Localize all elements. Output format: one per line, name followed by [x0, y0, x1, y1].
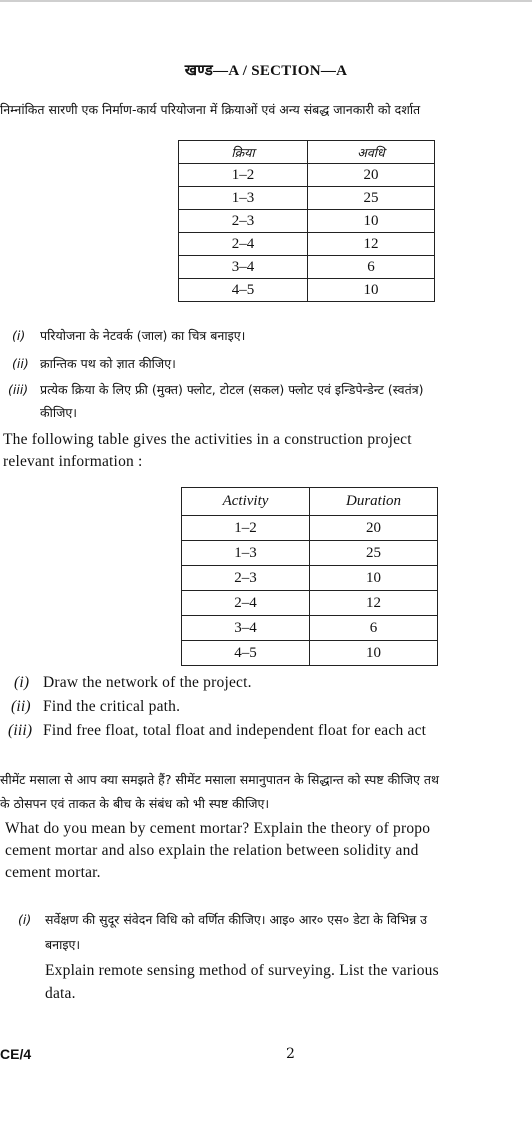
- english-intro-line-2: relevant information :: [3, 453, 143, 470]
- table-row: [179, 233, 435, 256]
- item-text: क्रान्तिक पथ को ज्ञात कीजिए।: [40, 356, 176, 371]
- table-cell: 6: [308, 256, 435, 279]
- table-cell: 1–3: [179, 187, 308, 210]
- table-cell: 10: [308, 279, 435, 302]
- q2-english-line-3: cement mortar.: [5, 864, 101, 881]
- table-row: [179, 279, 435, 302]
- table-header: Activity: [182, 488, 310, 516]
- table-row: [179, 256, 435, 279]
- english-item-ii: [11, 698, 532, 716]
- table-cell: 25: [310, 541, 438, 566]
- table-cell: 4–5: [179, 279, 308, 302]
- table-row: [179, 187, 435, 210]
- item-text: परियोजना के नेटवर्क (जाल) का चित्र बनाइए।: [40, 328, 246, 343]
- item-number: (i): [14, 674, 30, 691]
- q2-hindi-line-1: सीमेंट मसाला से आप क्या समझते हैं? सीमेंट मसाला समानुपातन के सिद्धान्त को स्पष्ट कीजिए तथ: [0, 772, 440, 787]
- paper-code: CE/4: [0, 1046, 32, 1062]
- table-header-row: [179, 141, 435, 164]
- top-rule: [0, 0, 532, 2]
- table-cell: 2–3: [179, 210, 308, 233]
- english-activity-table: [181, 487, 438, 666]
- table-cell: 1–2: [179, 164, 308, 187]
- hindi-activity-table: [178, 140, 435, 302]
- table-cell: 10: [308, 210, 435, 233]
- table-cell: 2–4: [182, 591, 310, 616]
- q3-hindi-line-1: [18, 911, 532, 928]
- hindi-item-i: [12, 327, 532, 344]
- table-cell: 12: [310, 591, 438, 616]
- table-cell: 25: [308, 187, 435, 210]
- page-number: 2: [286, 1046, 295, 1062]
- q2-english-line-2: cement mortar and also explain the relation between solidity and: [5, 842, 419, 859]
- table-cell: 20: [310, 516, 438, 541]
- table-cell: 10: [310, 641, 438, 666]
- table-cell: 6: [310, 616, 438, 641]
- table-cell: 2–3: [182, 566, 310, 591]
- q3-english-line-1: Explain remote sensing method of surveying. List the various: [45, 962, 439, 979]
- table-row: [182, 516, 438, 541]
- table-header: क्रिया: [179, 141, 308, 164]
- item-number: (ii): [11, 698, 31, 715]
- table-cell: 3–4: [182, 616, 310, 641]
- item-number: (ii): [12, 356, 29, 371]
- table-cell: 20: [308, 164, 435, 187]
- table-cell: 12: [308, 233, 435, 256]
- table-row: [182, 616, 438, 641]
- table-row: [182, 541, 438, 566]
- item-text: सर्वेक्षण की सुदूर संवेदन विधि को वर्णित कीजिए। आइ० आर० एस० डेटा के विभिन्न उ: [45, 912, 428, 927]
- item-number: (i): [18, 912, 32, 927]
- item-number: (iii): [8, 722, 33, 739]
- table-cell: 1–2: [182, 516, 310, 541]
- table-cell: 3–4: [179, 256, 308, 279]
- english-intro-line-1: The following table gives the activities in a construction project: [3, 431, 412, 448]
- item-text: Find free float, total float and independent float for each act: [43, 722, 427, 739]
- item-text: प्रत्येक क्रिया के लिए फ्री (मुक्त) फ्लोट, टोटल (सकल) फ्लोट एवं इन्डिपेन्डेन्ट (स्वतंत्र): [40, 382, 424, 397]
- table-cell: 1–3: [182, 541, 310, 566]
- table-row: [182, 566, 438, 591]
- q3-english-line-2: data.: [45, 985, 76, 1002]
- table-cell: 10: [310, 566, 438, 591]
- hindi-item-iii-cont: कीजिए।: [40, 405, 78, 420]
- table-header: अवधि: [308, 141, 435, 164]
- table-cell: 2–4: [179, 233, 308, 256]
- english-item-iii: [8, 722, 532, 740]
- hindi-intro: निम्नांकित सारणी एक निर्माण-कार्य परियोजना में क्रियाओं एवं अन्य संबद्ध जानकारी को दर्शात: [0, 102, 421, 117]
- table-row: [179, 164, 435, 187]
- table-header-row: [182, 488, 438, 516]
- q3-hindi-line-2: बनाइए।: [45, 937, 81, 952]
- table-row: [179, 210, 435, 233]
- item-text: Find the critical path.: [43, 698, 181, 715]
- q2-hindi-line-2: के ठोसपन एवं ताकत के बीच के संबंध को भी स्पष्ट कीजिए।: [0, 796, 270, 811]
- item-text: Draw the network of the project.: [43, 674, 252, 691]
- table-row: [182, 591, 438, 616]
- item-number: (iii): [8, 382, 29, 397]
- hindi-item-iii: [8, 381, 532, 398]
- hindi-item-ii: [12, 355, 532, 372]
- table-row: [182, 641, 438, 666]
- section-heading: खण्ड—A / SECTION—A: [184, 63, 348, 79]
- q2-english-line-1: What do you mean by cement mortar? Explain the theory of propo: [5, 820, 431, 837]
- item-number: (i): [12, 328, 26, 343]
- table-header: Duration: [310, 488, 438, 516]
- table-cell: 4–5: [182, 641, 310, 666]
- english-item-i: [14, 674, 532, 692]
